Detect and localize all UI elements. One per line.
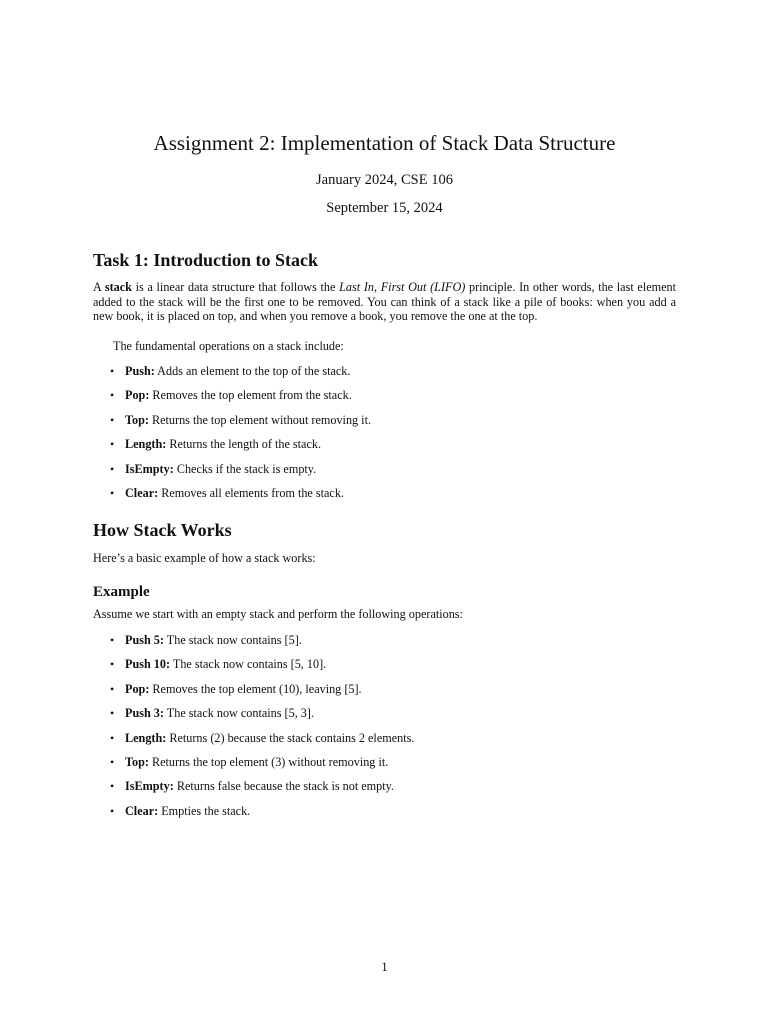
intro-term: stack (104, 280, 132, 294)
bullet-icon: • (110, 633, 115, 647)
intro-emphasis: Last In, First Out (LIFO) (339, 280, 466, 294)
example-steps-list (93, 633, 676, 828)
operations-list (93, 364, 676, 510)
list-item: • Push 3: The stack now contains [5, 3]. (110, 706, 315, 721)
operations-intro: The fundamental operations on a stack include: (113, 339, 344, 353)
page-number: 1 (381, 960, 388, 974)
bullet-icon: • (110, 657, 115, 672)
list-item: • IsEmpty: Checks if the stack is empty. (110, 461, 317, 476)
list-item: • Pop: Removes the top element from the stack. (110, 388, 352, 403)
list-item: • Push 10: The stack now contains [5, 10]. (110, 657, 327, 672)
list-item: • Pop: Removes the top element (10), leaving [5]. (110, 681, 362, 696)
bullet-icon: • (110, 437, 115, 452)
course-line: January 2024, CSE 106 (316, 172, 453, 188)
bullet-icon: • (110, 485, 115, 500)
list-item: • Clear: Removes all elements from the stack. (110, 485, 344, 500)
title-block (93, 128, 676, 218)
list-item: • Length: Returns (2) because the stack contains 2 elements. (110, 730, 415, 745)
document-page (93, 0, 676, 1024)
list-item: • Push 5: The stack now contains [5]. (110, 633, 302, 647)
list-item: • IsEmpty: Returns false because the stack is not empty. (110, 779, 394, 794)
bullet-icon: • (110, 754, 115, 769)
list-item: • Top: Returns the top element (3) without removing it. (110, 754, 389, 769)
bullet-icon: • (110, 779, 115, 794)
list-item: • Length: Returns the length of the stack. (110, 437, 321, 452)
section-heading-task1: Task 1: Introduction to Stack (93, 250, 319, 270)
bullet-icon: • (110, 364, 115, 378)
example-intro: Assume we start with an empty stack and perform the following operations: (93, 607, 463, 621)
how-intro: Here’s a basic example of how a stack works: (93, 551, 316, 565)
list-item: • Push: Adds an element to the top of the stack. (110, 364, 351, 378)
section-heading-how-stack-works: How Stack Works (93, 520, 232, 540)
document-title: Assignment 2: Implementation of Stack Data Structure (153, 131, 616, 155)
intro-post: principle. In other words, the last element added to the stack will be the first one to be removed. You can think of a stack like a pile of books: when you add a new book, it is placed on top, and when you remove a book, you remove the one at the top. (93, 280, 676, 324)
list-item: • Clear: Empties the stack. (110, 803, 251, 818)
bullet-icon: • (110, 461, 115, 476)
date-line: September 15, 2024 (326, 200, 443, 216)
task1-intro-paragraph (93, 280, 676, 324)
intro-pre: A (93, 280, 105, 294)
bullet-icon: • (110, 388, 115, 403)
bullet-icon: • (110, 803, 115, 818)
bullet-icon: • (110, 706, 115, 721)
bullet-icon: • (110, 730, 115, 745)
bullet-icon: • (110, 412, 115, 427)
intro-mid: is a linear data structure that follows the (131, 280, 340, 294)
subsection-heading-example: Example (93, 584, 150, 600)
list-item: • Top: Returns the top element without removing it. (110, 412, 372, 427)
bullet-icon: • (110, 681, 115, 696)
